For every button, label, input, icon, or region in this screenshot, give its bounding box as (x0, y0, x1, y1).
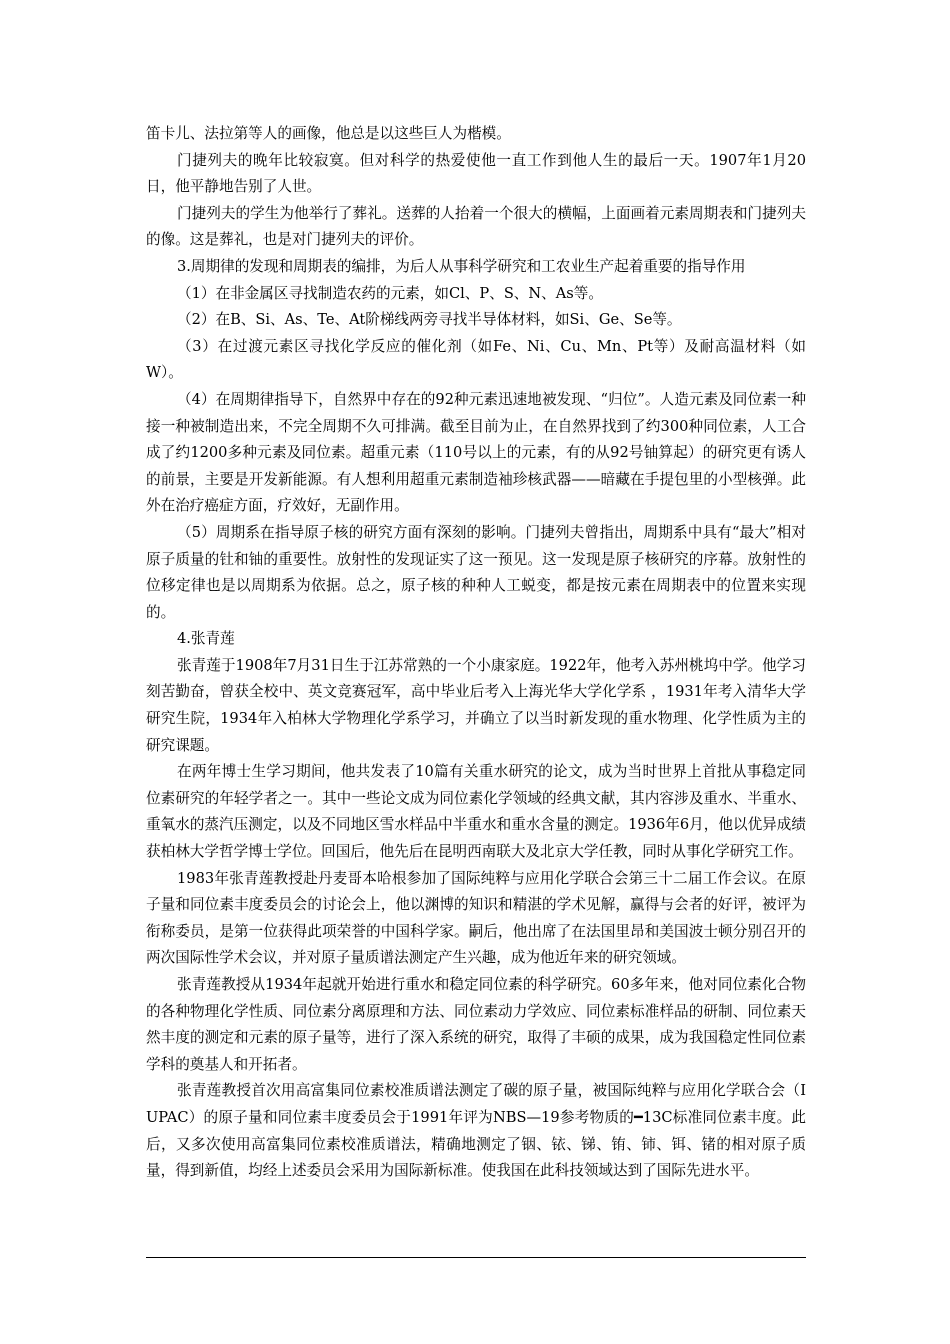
paragraph-zhang-research: 张青莲教授从1934年起就开始进行重水和稳定同位素的科学研究。60多年来，他对同位素化合物的各种物理化学性质、同位素分离原理和方法、同位素动力学效应、同位素标准样品的研制、同位素天然丰度的测定和元素的原子量等，进行了深入系统的研究，取得了丰硕的成果，成为我国稳定性同位素学科的奠基人和开拓者。 (146, 976, 806, 1073)
section-heading-periodic-law: 3.周期律的发现和周期表的编排，为后人从事科学研究和工农业生产起着重要的指导作用 (177, 257, 746, 275)
list-item-4: （4）在周期律指导下，自然界中存在的92种元素迅速地被发现、“归位”。人造元素及同位素一种接一种被制造出来，不完全周期不久可排满。截至目前为止，在自然界找到了约300种同位素，人工合成了约1200多种元素及同位素。超重元素（110号以上的元素，有的从92号铀算起）的研究更有诱人的前景，主要是开发新能源。有人想利用超重元素制造袖珍核武器——暗藏在手提包里的小型核弹。此外在治疗癌症方面，疗效好，无副作用。 (146, 390, 806, 515)
paragraph-zhang-early-life: 张青莲于1908年7月31日生于江苏常熟的一个小康家庭。1922年，他考入苏州桃坞中学。他学习刻苦勤奋，曾获全校中、英文竞赛冠军，高中毕业后考入上海光华大学化学系 ，1931年考入清华大学研究生院，1934年入柏林大学物理化学系学习，并确立了以当时新发现的重水物理、化学性质为主的研究课题。 (146, 656, 806, 754)
paragraph-zhang-1983: 1983年张青莲教授赴丹麦哥本哈根参加了国际纯粹与应用化学联合会第三十二届工作会议。在原子量和同位素丰度委员会的讨论会上，他以渊博的知识和精湛的学术见解，赢得与会者的好评，被评为衔称委员，是第一位获得此项荣誉的中国科学家。嗣后，他出席了在法国里昂和美国波士顿分别召开的两次国际性学术会议，并对原子量质谱法测定产生兴趣，成为他近年来的研究领域。 (146, 869, 806, 967)
section-heading-zhang-qinglian: 4.张青莲 (177, 630, 235, 648)
paragraph-continuation: 笛卡儿、法拉第等人的画像，他总是以这些巨人为楷模。 (146, 125, 511, 142)
list-item-2: （2）在B、Si、As、Te、At阶梯线两旁寻找半导体材料，如Si、Ge、Se等。 (177, 311, 682, 329)
paragraph-funeral: 门捷列夫的学生为他举行了葬礼。送葬的人抬着一个很大的横幅，上面画着元素周期表和门捷列夫的像。这是葬礼，也是对门捷列夫的评价。 (146, 204, 806, 249)
footer-divider (146, 1257, 806, 1258)
paragraph-zhang-doctoral: 在两年博士生学习期间，他共发表了10篇有关重水研究的论文，成为当时世界上首批从事稳定同位素研究的年轻学者之一。其中一些论文成为同位素化学领域的经典文献，其内容涉及重水、半重水、重氧水的蒸汽压测定，以及不同地区雪水样品中半重水和重水含量的测定。1936年6月，他以优异成绩获柏林大学哲学博士学位。回国后，他先后在昆明西南联大及北京大学任教，同时从事化学研究工作。 (146, 763, 806, 861)
list-item-5: （5）周期系在指导原子核的研究方面有深刻的影响。门捷列夫曾指出，周期系中具有“最大”相对原子质量的钍和铀的重要性。放射性的发现证实了这一预见。这一发现是原子核研究的序幕。放射性的位移定律也是以周期系为依据。总之，原子核的种种人工蜕变，都是按元素在周期表中的位置来实现的。 (146, 523, 806, 621)
list-item-1: （1）在非金属区寻找制造农药的元素，如Cl、P、S、N、As等。 (177, 284, 603, 302)
list-item-3: （3）在过渡元素区寻找化学反应的催化剂（如Fe、Ni、Cu、Mn、Pt等）及耐高温材料（如W）。 (146, 337, 806, 382)
body-text (146, 121, 806, 1185)
paragraph-mendeleev-later-years: 门捷列夫的晚年比较寂寞。但对科学的热爱使他一直工作到他人生的最后一天。1907年1月20日，他平静地告别了人世。 (146, 151, 806, 196)
paragraph-zhang-atomic-weight: 张青莲教授首次用高富集同位素校准质谱法测定了碳的原子量，被国际纯粹与应用化学联合会（IUPAC）的原子量和同位素丰度委员会于1991年评为NBS—19参考物质的━13C标准同位素丰度。此后，又多次使用高富集同位素校准质谱法，精确地测定了铟、铱、锑、铕、铈、铒、锗的相对原子质量，得到新值，均经上述委员会采用为国际新标准。使我国在此科技领域达到了国际先进水平。 (146, 1082, 806, 1180)
